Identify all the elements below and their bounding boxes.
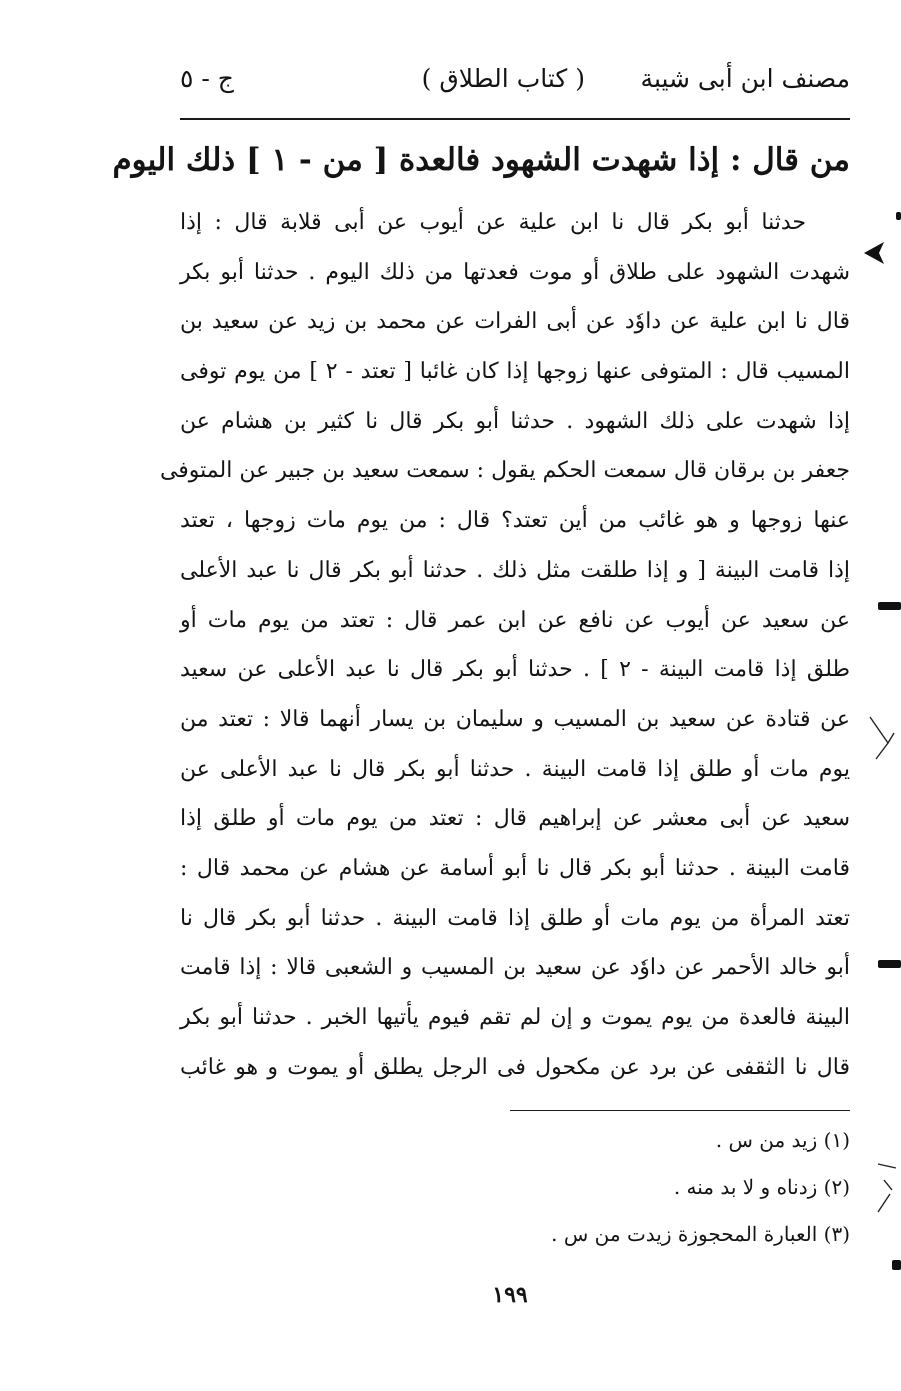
volume-number: ج - ٥ <box>180 64 234 93</box>
body-line: تعتد المرأة من يوم مات أو طلق إذا قامت البينة . حدثنا أبو بكر قال نا <box>180 905 850 931</box>
body-line: إذا شهدت على ذلك الشهود . حدثنا أبو بكر قال نا كثير بن هشام عن <box>180 408 850 434</box>
chapter-name: ( كتاب الطلاق ) <box>421 64 585 93</box>
body-line: قال نا ابن علية عن داوٗد عن أبى الفرات عن محمد بن زيد عن سعيد بن <box>180 309 850 335</box>
footnote-divider <box>510 1110 850 1111</box>
header-divider <box>180 118 850 120</box>
margin-bar-mark <box>878 960 901 968</box>
body-text <box>159 198 851 1092</box>
body-line: عن قتادة عن سعيد بن المسيب و سليمان بن يسار أنهما قالا : تعتد من <box>180 706 850 732</box>
margin-tick-icon <box>866 715 896 765</box>
margin-bar-mark <box>896 212 901 220</box>
book-title: مصنف ابن أبى شيبة <box>640 64 850 93</box>
body-line: المسيب قال : المتوفى عنها زوجها إذا كان غائبا [ تعتد - ٢ ] من يوم توفى <box>180 359 850 385</box>
body-line: حدثنا أبو بكر قال نا ابن علية عن أيوب عن أبى قلابة قال : إذا <box>180 210 806 235</box>
body-line: طلق إذا قامت البينة - ٢ ] . حدثنا أبو بكر قال نا عبد الأعلى عن سعيد <box>180 657 851 683</box>
body-line: عن سعيد عن أيوب عن نافع عن ابن عمر قال : تعتد من يوم مات أو <box>180 607 850 633</box>
body-line: قامت البينة . حدثنا أبو بكر قال نا أبو أسامة عن هشام عن محمد قال : <box>180 855 850 881</box>
body-line: البينة فالعدة من يوم يموت و إن لم تقم فيوم يأتيها الخبر . حدثنا أبو بكر <box>180 1005 850 1030</box>
body-line: قال نا الثقفى عن برد عن مكحول فى الرجل يطلق أو يموت و هو غائب <box>180 1054 850 1080</box>
margin-bar-mark <box>878 602 901 610</box>
body-line: إذا قامت البينة [ و إذا طلقت مثل ذلك . حدثنا أبو بكر قال نا عبد الأعلى <box>180 557 850 583</box>
margin-arrow-icon <box>862 238 890 268</box>
margin-bar-mark <box>892 1260 901 1270</box>
footnote-item: (٢) زدناه و لا بد منه . <box>673 1175 850 1199</box>
footnotes <box>300 1120 850 1261</box>
margin-tick-icon <box>872 1160 900 1220</box>
body-line: شهدت الشهود على طلاق أو موت فعدتها من ذلك اليوم . حدثنا أبو بكر <box>180 259 850 285</box>
running-header <box>180 60 850 108</box>
body-line: أبو خالد الأحمر عن داوٗد عن سعيد بن المسيب و الشعبى قالا : إذا قامت <box>180 955 850 981</box>
footnote-item: (٣) العبارة المحجوزة زيدت من س . <box>551 1222 850 1246</box>
page-number: ١٩٩ <box>492 1282 528 1308</box>
body-line: جعفر بن برقان قال سمعت الحكم يقول : سمعت سعيد بن جبير عن المتوفى <box>159 458 850 484</box>
body-line: سعيد عن أبى معشر عن إبراهيم قال : تعتد من يوم مات أو طلق إذا <box>180 806 850 832</box>
chapter-title: من قال : إذا شهدت الشهود فالعدة [ من - ١ ] ذلك اليوم <box>112 142 850 178</box>
footnote-item: (١) زيد من س . <box>715 1128 850 1152</box>
body-line: عنها زوجها و هو غائب من أين تعتد؟ قال : من يوم مات زوجها ، تعتد <box>180 508 850 534</box>
body-line: يوم مات أو طلق إذا قامت البينة . حدثنا أبو بكر قال نا عبد الأعلى عن <box>180 756 850 782</box>
